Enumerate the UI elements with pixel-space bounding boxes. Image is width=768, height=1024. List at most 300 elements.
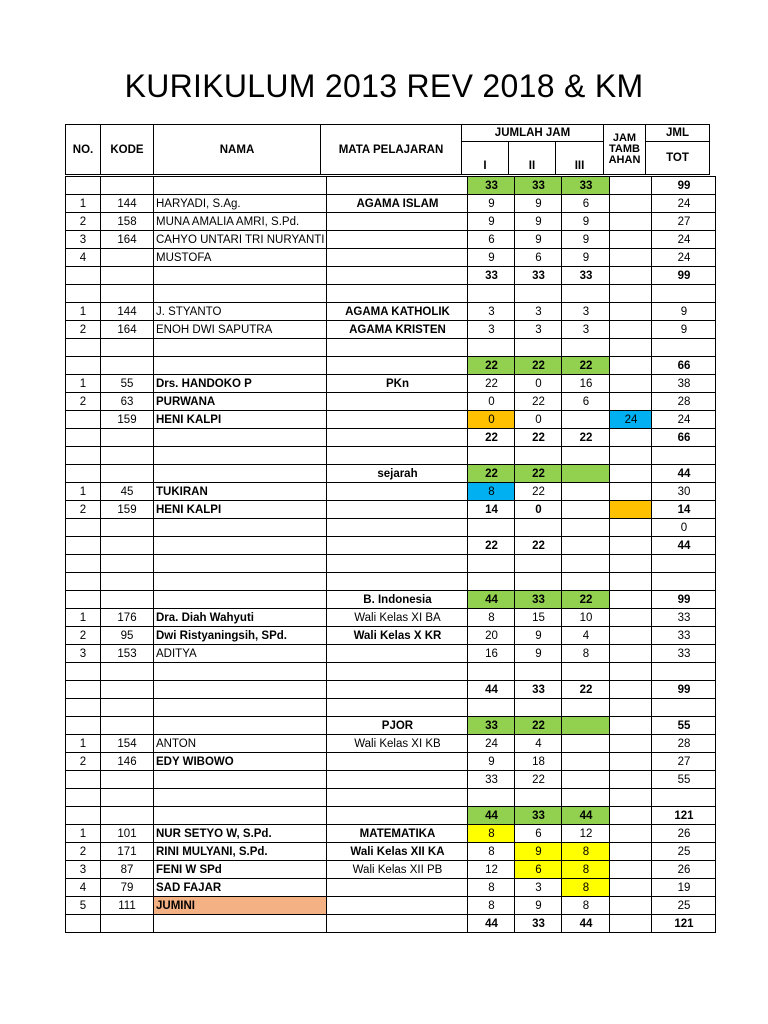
table-row — [66, 645, 716, 663]
table-cell — [610, 879, 652, 897]
table-cell — [327, 879, 468, 897]
table-cell — [515, 663, 562, 681]
table-cell: 22 — [468, 537, 515, 555]
table-cell — [652, 555, 716, 573]
table-cell: 22 — [515, 717, 562, 735]
table-cell — [610, 177, 652, 195]
table-cell: 0 — [515, 375, 562, 393]
table-row — [66, 807, 716, 825]
table-cell: 55 — [101, 375, 154, 393]
table-cell — [66, 555, 101, 573]
table-cell — [610, 213, 652, 231]
table-cell — [327, 213, 468, 231]
table-cell: 159 — [101, 501, 154, 519]
table-cell: 45 — [101, 483, 154, 501]
table-cell: 9 — [515, 843, 562, 861]
table-cell — [101, 429, 154, 447]
table-cell: 63 — [101, 393, 154, 411]
table-cell — [652, 573, 716, 591]
table-cell: 8 — [468, 879, 515, 897]
table-cell — [154, 177, 327, 195]
table-cell — [610, 573, 652, 591]
table-cell: 101 — [101, 825, 154, 843]
table-row — [66, 753, 716, 771]
table-cell: 2 — [66, 627, 101, 645]
table-cell: 2 — [66, 501, 101, 519]
table-cell: Wali Kelas XII PB — [327, 861, 468, 879]
table-row — [66, 213, 716, 231]
table-cell: 1 — [66, 609, 101, 627]
table-cell: 24 — [468, 735, 515, 753]
table-cell — [327, 807, 468, 825]
table-cell: 159 — [101, 411, 154, 429]
table-cell: 99 — [652, 267, 716, 285]
table-cell: Wali Kelas X KR — [327, 627, 468, 645]
table-cell — [66, 465, 101, 483]
table-cell — [562, 483, 610, 501]
table-cell: 1 — [66, 375, 101, 393]
table-cell — [515, 789, 562, 807]
header-nama: NAMA — [154, 125, 321, 175]
table-cell — [66, 699, 101, 717]
table-cell: 121 — [652, 915, 716, 933]
table-cell — [327, 699, 468, 717]
table-cell — [66, 537, 101, 555]
table-cell — [610, 807, 652, 825]
spacer-row — [66, 789, 716, 807]
table-cell — [652, 699, 716, 717]
table-cell — [66, 681, 101, 699]
table-cell: 44 — [562, 807, 610, 825]
table-cell: RINI MULYANI, S.Pd. — [154, 843, 327, 861]
table-cell — [515, 573, 562, 591]
table-cell — [610, 555, 652, 573]
table-cell — [154, 699, 327, 717]
table-cell: 4 — [562, 627, 610, 645]
table-cell — [610, 537, 652, 555]
table-row — [66, 537, 716, 555]
table-row — [66, 357, 716, 375]
table-cell: 22 — [468, 429, 515, 447]
table-header — [65, 124, 710, 175]
table-cell: 146 — [101, 753, 154, 771]
table-cell: 1 — [66, 483, 101, 501]
spacer-row — [66, 447, 716, 465]
table-cell: 0 — [652, 519, 716, 537]
table-cell — [154, 465, 327, 483]
table-cell — [652, 663, 716, 681]
table-cell: 33 — [652, 609, 716, 627]
table-cell: NUR SETYO W, S.Pd. — [154, 825, 327, 843]
table-cell: 0 — [515, 411, 562, 429]
data-table — [65, 176, 716, 933]
table-cell: 26 — [652, 861, 716, 879]
table-cell — [562, 717, 610, 735]
table-cell — [154, 555, 327, 573]
table-cell — [515, 699, 562, 717]
table-cell: EDY WIBOWO — [154, 753, 327, 771]
table-cell — [101, 465, 154, 483]
table-cell — [562, 753, 610, 771]
table-cell — [154, 339, 327, 357]
table-cell — [101, 591, 154, 609]
table-cell — [610, 231, 652, 249]
table-cell — [327, 447, 468, 465]
table-cell: 27 — [652, 753, 716, 771]
table-cell: HARYADI, S.Ag. — [154, 195, 327, 213]
table-cell — [101, 519, 154, 537]
table-cell — [468, 285, 515, 303]
table-row — [66, 321, 716, 339]
table-cell — [562, 285, 610, 303]
table-row — [66, 303, 716, 321]
table-cell: 33 — [515, 591, 562, 609]
table-cell — [327, 663, 468, 681]
table-cell: Drs. HANDOKO P — [154, 375, 327, 393]
table-cell: 22 — [515, 537, 562, 555]
table-cell — [154, 663, 327, 681]
table-cell: 33 — [562, 177, 610, 195]
table-cell: B. Indonesia — [327, 591, 468, 609]
table-cell: 9 — [468, 195, 515, 213]
table-cell — [610, 501, 652, 519]
table-cell: 6 — [562, 393, 610, 411]
table-cell — [154, 771, 327, 789]
table-cell — [327, 915, 468, 933]
header-kode: KODE — [101, 125, 154, 175]
table-cell: 0 — [468, 411, 515, 429]
table-cell: 12 — [468, 861, 515, 879]
table-row — [66, 591, 716, 609]
table-cell: 33 — [515, 681, 562, 699]
table-cell — [66, 915, 101, 933]
table-cell: 9 — [562, 231, 610, 249]
table-cell: 9 — [515, 627, 562, 645]
table-cell — [610, 699, 652, 717]
table-cell: 176 — [101, 609, 154, 627]
table-cell — [66, 771, 101, 789]
table-cell: 25 — [652, 843, 716, 861]
header-jam-tambahan: JAM TAMB AHAN — [604, 125, 646, 175]
table-cell: 9 — [468, 213, 515, 231]
table-cell: 8 — [468, 897, 515, 915]
table-cell: 55 — [652, 717, 716, 735]
table-cell: 8 — [468, 609, 515, 627]
table-cell: 44 — [562, 915, 610, 933]
table-cell — [154, 807, 327, 825]
table-cell: 87 — [101, 861, 154, 879]
table-cell — [562, 663, 610, 681]
table-cell — [610, 393, 652, 411]
table-cell: 6 — [515, 861, 562, 879]
table-cell — [327, 897, 468, 915]
spacer-row — [66, 339, 716, 357]
table-cell: 0 — [515, 501, 562, 519]
table-cell: 14 — [468, 501, 515, 519]
header-kelas-i: I — [462, 142, 509, 175]
table-cell: 9 — [468, 753, 515, 771]
table-cell — [154, 519, 327, 537]
table-cell: 24 — [610, 411, 652, 429]
table-cell: 33 — [515, 267, 562, 285]
table-cell — [327, 537, 468, 555]
table-cell: 44 — [652, 465, 716, 483]
table-cell — [154, 681, 327, 699]
table-cell: 38 — [652, 375, 716, 393]
table-cell — [101, 339, 154, 357]
table-cell — [468, 519, 515, 537]
table-cell: MUSTOFA — [154, 249, 327, 267]
table-cell: 3 — [66, 861, 101, 879]
table-cell: 154 — [101, 735, 154, 753]
table-cell — [101, 915, 154, 933]
table-cell — [66, 267, 101, 285]
table-cell: 22 — [515, 393, 562, 411]
table-cell: 44 — [468, 591, 515, 609]
table-cell — [327, 483, 468, 501]
table-cell: 33 — [515, 177, 562, 195]
table-cell — [610, 843, 652, 861]
table-cell: 3 — [515, 303, 562, 321]
table-cell: 6 — [562, 195, 610, 213]
table-cell: 144 — [101, 195, 154, 213]
table-cell: 10 — [562, 609, 610, 627]
table-cell: 2 — [66, 321, 101, 339]
table-row — [66, 195, 716, 213]
table-cell — [610, 447, 652, 465]
table-cell: 12 — [562, 825, 610, 843]
table-cell — [562, 447, 610, 465]
table-cell: J. STYANTO — [154, 303, 327, 321]
table-cell — [327, 285, 468, 303]
table-cell: 3 — [562, 321, 610, 339]
table-cell: 3 — [515, 321, 562, 339]
table-cell — [610, 483, 652, 501]
table-cell — [154, 573, 327, 591]
table-cell: 22 — [562, 357, 610, 375]
table-cell — [101, 681, 154, 699]
table-cell — [66, 807, 101, 825]
table-cell: 9 — [515, 897, 562, 915]
table-row — [66, 681, 716, 699]
table-row — [66, 843, 716, 861]
table-cell — [327, 519, 468, 537]
table-cell — [154, 267, 327, 285]
table-cell — [610, 609, 652, 627]
table-cell: 3 — [515, 879, 562, 897]
table-cell: 44 — [468, 807, 515, 825]
table-cell: 33 — [468, 267, 515, 285]
table-cell: 1 — [66, 825, 101, 843]
table-cell — [101, 717, 154, 735]
table-cell: 55 — [652, 771, 716, 789]
table-cell — [562, 735, 610, 753]
table-cell: FENI W SPd — [154, 861, 327, 879]
table-cell: 9 — [515, 213, 562, 231]
table-cell — [327, 249, 468, 267]
table-cell — [101, 537, 154, 555]
table-cell: 158 — [101, 213, 154, 231]
table-cell — [610, 735, 652, 753]
page-title: KURIKULUM 2013 REV 2018 & KM — [124, 68, 644, 104]
table-cell — [66, 447, 101, 465]
table-cell: 6 — [468, 231, 515, 249]
table-cell: 164 — [101, 231, 154, 249]
table-cell: 33 — [652, 627, 716, 645]
table-cell: 3 — [468, 321, 515, 339]
table-cell — [610, 861, 652, 879]
table-cell: 9 — [652, 321, 716, 339]
table-cell — [327, 771, 468, 789]
table-row — [66, 735, 716, 753]
table-cell — [610, 771, 652, 789]
table-cell: 22 — [515, 429, 562, 447]
table-cell: 99 — [652, 681, 716, 699]
table-row — [66, 177, 716, 195]
table-cell — [101, 663, 154, 681]
table-cell: 33 — [652, 645, 716, 663]
table-cell: 9 — [515, 195, 562, 213]
table-cell: 8 — [562, 843, 610, 861]
table-row — [66, 465, 716, 483]
table-cell: 1 — [66, 303, 101, 321]
table-cell: 95 — [101, 627, 154, 645]
spacer-row — [66, 699, 716, 717]
table-cell — [610, 285, 652, 303]
table-cell: 4 — [66, 249, 101, 267]
table-cell: 33 — [515, 807, 562, 825]
table-cell — [101, 573, 154, 591]
table-cell: Wali Kelas XI BA — [327, 609, 468, 627]
table-cell: 22 — [562, 681, 610, 699]
table-cell: 28 — [652, 735, 716, 753]
table-cell — [327, 789, 468, 807]
table-cell — [610, 375, 652, 393]
table-cell — [101, 807, 154, 825]
table-cell: 99 — [652, 177, 716, 195]
table-cell — [327, 411, 468, 429]
table-cell — [610, 645, 652, 663]
table-cell — [101, 177, 154, 195]
table-cell: 9 — [515, 645, 562, 663]
header-kelas-iii: III — [556, 142, 604, 175]
table-cell: 111 — [101, 897, 154, 915]
table-cell — [66, 717, 101, 735]
table-cell: 22 — [468, 357, 515, 375]
header-jumlah-jam: JUMLAH JAM — [462, 125, 604, 142]
table-cell — [515, 519, 562, 537]
table-cell: 22 — [468, 465, 515, 483]
table-cell: sejarah — [327, 465, 468, 483]
table-cell: 24 — [652, 195, 716, 213]
table-cell — [66, 285, 101, 303]
table-cell — [468, 663, 515, 681]
table-cell: PKn — [327, 375, 468, 393]
spacer-row — [66, 555, 716, 573]
table-cell — [562, 537, 610, 555]
table-cell: 9 — [562, 213, 610, 231]
spacer-row — [66, 285, 716, 303]
table-cell: 66 — [652, 357, 716, 375]
table-cell: 9 — [652, 303, 716, 321]
table-cell: PJOR — [327, 717, 468, 735]
table-cell: 16 — [562, 375, 610, 393]
table-row — [66, 879, 716, 897]
table-cell: 44 — [468, 681, 515, 699]
table-cell — [515, 447, 562, 465]
table-cell: 153 — [101, 645, 154, 663]
table-cell: ADITYA — [154, 645, 327, 663]
table-cell: 24 — [652, 411, 716, 429]
table-cell — [652, 339, 716, 357]
table-cell: MATEMATIKA — [327, 825, 468, 843]
table-cell: Dwi Ristyaningsih, SPd. — [154, 627, 327, 645]
table-cell — [562, 555, 610, 573]
table-cell — [610, 357, 652, 375]
table-cell: 3 — [562, 303, 610, 321]
table-row — [66, 267, 716, 285]
table-cell — [610, 339, 652, 357]
table-cell — [154, 429, 327, 447]
table-cell: 4 — [515, 735, 562, 753]
table-cell: 3 — [468, 303, 515, 321]
table-cell: AGAMA KATHOLIK — [327, 303, 468, 321]
table-cell — [562, 789, 610, 807]
table-cell: 22 — [562, 429, 610, 447]
table-cell: 171 — [101, 843, 154, 861]
table-cell: 6 — [515, 249, 562, 267]
table-row — [66, 771, 716, 789]
table-cell: 24 — [652, 249, 716, 267]
table-cell — [154, 717, 327, 735]
table-cell: 26 — [652, 825, 716, 843]
table-cell: 8 — [562, 645, 610, 663]
table-cell — [154, 447, 327, 465]
table-cell: MUNA AMALIA AMRI, S.Pd. — [154, 213, 327, 231]
table-row — [66, 519, 716, 537]
table-cell — [610, 429, 652, 447]
table-row — [66, 663, 716, 681]
table-cell — [327, 267, 468, 285]
table-cell — [327, 339, 468, 357]
table-cell — [101, 357, 154, 375]
table-cell — [468, 339, 515, 357]
table-cell — [66, 357, 101, 375]
table-cell: 66 — [652, 429, 716, 447]
table-cell: 18 — [515, 753, 562, 771]
table-cell — [515, 555, 562, 573]
table-cell: 44 — [652, 537, 716, 555]
table-cell — [562, 699, 610, 717]
table-cell: Wali Kelas XI KB — [327, 735, 468, 753]
table-cell: 25 — [652, 897, 716, 915]
table-cell: 5 — [66, 897, 101, 915]
table-cell: 28 — [652, 393, 716, 411]
header-kelas-ii: II — [509, 142, 556, 175]
table-cell — [468, 447, 515, 465]
table-cell: Dra. Diah Wahyuti — [154, 609, 327, 627]
table-cell — [101, 447, 154, 465]
table-cell — [327, 681, 468, 699]
table-cell: 8 — [562, 897, 610, 915]
table-cell — [154, 357, 327, 375]
table-cell: 0 — [468, 393, 515, 411]
table-cell: 8 — [468, 825, 515, 843]
table-row — [66, 375, 716, 393]
table-cell: 20 — [468, 627, 515, 645]
table-cell: HENI KALPI — [154, 411, 327, 429]
table-cell: 9 — [562, 249, 610, 267]
